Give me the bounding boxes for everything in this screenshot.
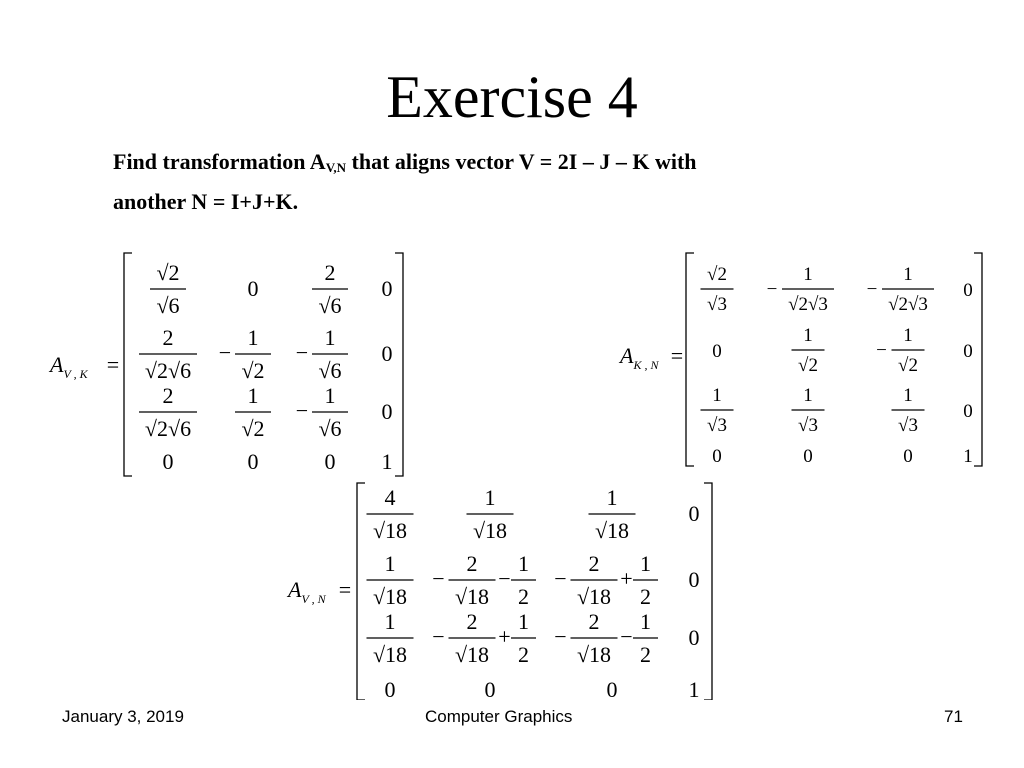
fraction-denominator: √18	[472, 518, 508, 543]
matrix-entry: 1	[963, 446, 973, 467]
matrix-cell	[150, 260, 186, 318]
fraction-numerator: 2	[162, 383, 174, 408]
matrix-entry: 0	[688, 625, 700, 650]
matrix-cell	[792, 385, 825, 436]
fraction-denominator: √18	[372, 642, 408, 667]
fraction-numerator: 2	[466, 551, 478, 576]
fraction-denominator: √2√3	[788, 294, 828, 315]
fraction-denominator: √2√3	[888, 294, 928, 315]
minus-sign: −	[432, 624, 445, 649]
matrix-cell	[432, 551, 536, 609]
matrix-cell	[296, 383, 348, 441]
fraction-numerator: 1	[247, 325, 259, 350]
matrix-label: $A_{K , N}$	[620, 343, 659, 372]
minus-sign: −	[432, 566, 445, 591]
matrix-entry: 0	[606, 677, 618, 700]
matrix-entry: 0	[903, 446, 913, 467]
matrix-cell	[892, 385, 925, 436]
fraction-numerator: 2	[588, 609, 600, 634]
fraction-denominator: √2	[241, 416, 265, 441]
matrix-cell	[554, 551, 658, 609]
matrix-entry: 0	[688, 567, 700, 592]
operator-sign: −	[498, 566, 511, 591]
fraction-denominator: √3	[898, 415, 918, 436]
matrix-entry: 0	[963, 280, 973, 301]
matrix-entry: 0	[484, 677, 496, 700]
fraction-numerator: 1	[640, 609, 651, 634]
fraction-numerator: 1	[324, 325, 336, 350]
matrix-cell	[485, 677, 496, 700]
matrix-entry: 0	[381, 399, 393, 424]
fraction-numerator: 1	[903, 385, 913, 406]
matrix-entry: 0	[162, 449, 174, 474]
matrix-cell	[712, 446, 722, 467]
slide-title: Exercise 4	[386, 64, 638, 130]
fraction-numerator: 1	[803, 264, 813, 285]
fraction-denominator: √18	[594, 518, 630, 543]
fraction-numerator: √2	[156, 260, 180, 285]
fraction-denominator: 2	[640, 584, 651, 609]
matrix-cell	[139, 325, 197, 383]
matrix-cell	[382, 399, 393, 424]
matrix-cell	[589, 485, 636, 543]
matrix-cell	[382, 449, 393, 474]
matrix-cell	[554, 609, 658, 667]
minus-sign: −	[218, 340, 232, 365]
fraction-numerator: 1	[903, 264, 913, 285]
matrix-cell	[963, 446, 973, 467]
matrix-entry: 0	[712, 341, 722, 362]
matrix-entry: 0	[324, 449, 336, 474]
fraction-numerator: 1	[803, 325, 813, 346]
matrix-entry: 0	[963, 341, 973, 362]
matrix-cell	[467, 485, 514, 543]
matrix-cell	[235, 383, 271, 441]
matrix-cell	[701, 264, 734, 315]
fraction-numerator: 1	[247, 383, 259, 408]
matrix-entry: 1	[688, 677, 700, 700]
fraction-denominator: √6	[318, 358, 342, 383]
matrix-cell	[385, 677, 396, 700]
problem-line1-pre: Find transformation A	[113, 149, 326, 174]
matrix-cell	[689, 625, 700, 650]
matrix-label-subscript: V , N	[301, 592, 326, 606]
matrix-label: $A_{V , N}$	[288, 577, 326, 606]
equals-sign: =	[106, 352, 120, 377]
fraction-denominator: 2	[518, 584, 529, 609]
matrix-a-vk	[48, 253, 403, 476]
matrix-entry: 1	[381, 449, 393, 474]
matrix-cell	[689, 567, 700, 592]
matrix-entry: 0	[381, 341, 393, 366]
problem-line1-post: that aligns vector V = 2I – J – K with	[346, 149, 697, 174]
matrix-entry: 0	[963, 401, 973, 422]
fraction-numerator: 2	[162, 325, 174, 350]
matrix-entry: 0	[247, 276, 259, 301]
equals-sign: =	[670, 343, 684, 368]
matrix-cell	[867, 264, 934, 315]
matrix-cell	[963, 401, 973, 422]
matrix-cell	[803, 446, 813, 467]
fraction-denominator: √2	[241, 358, 265, 383]
matrix-cell	[712, 341, 722, 362]
fraction-numerator: 2	[466, 609, 478, 634]
fraction-denominator: √3	[707, 294, 727, 315]
equals-sign: =	[338, 577, 352, 602]
fraction-denominator: √18	[576, 584, 612, 609]
fraction-numerator: 1	[484, 485, 496, 510]
fraction-denominator: √6	[318, 293, 342, 318]
minus-sign: −	[766, 279, 778, 300]
footer-page-number: 71	[944, 707, 963, 726]
fraction-denominator: √3	[707, 415, 727, 436]
footer-course: Computer Graphics	[425, 707, 573, 726]
matrix-cell	[689, 501, 700, 526]
fraction-denominator: √6	[156, 293, 180, 318]
matrix-cell	[325, 449, 336, 474]
matrix-entry: 0	[381, 276, 393, 301]
matrix-cell	[432, 609, 536, 667]
matrix-label-subscript: K , N	[633, 358, 659, 372]
right-bracket	[974, 253, 982, 466]
fraction-denominator: √18	[454, 584, 490, 609]
matrix-a-kn	[618, 253, 982, 467]
matrix-cell	[876, 325, 924, 376]
minus-sign: −	[295, 398, 309, 423]
fraction-denominator: √6	[318, 416, 342, 441]
matrix-cell	[767, 264, 834, 315]
operator-sign: +	[498, 624, 511, 649]
left-bracket	[124, 253, 132, 476]
fraction-numerator: 1	[518, 551, 529, 576]
fraction-numerator: 1	[384, 609, 396, 634]
fraction-denominator: √2√6	[144, 416, 192, 441]
fraction-numerator: 1	[324, 383, 336, 408]
matrix-cell	[219, 325, 271, 383]
matrix-cell	[248, 276, 259, 301]
fraction-numerator: 2	[324, 260, 336, 285]
fraction-numerator: 1	[640, 551, 651, 576]
minus-sign: −	[554, 624, 567, 649]
fraction-numerator: 2	[588, 551, 600, 576]
matrix-cell	[139, 383, 197, 441]
matrix-label: $A_{V , K}$	[50, 352, 88, 381]
fraction-denominator: √2	[898, 355, 918, 376]
fraction-denominator: 2	[518, 642, 529, 667]
matrix-cell	[312, 260, 348, 318]
fraction-numerator: 1	[606, 485, 618, 510]
problem-subscript: V,N	[325, 160, 347, 175]
matrix-cell	[607, 677, 618, 700]
matrix-cell	[367, 609, 414, 667]
right-bracket	[395, 253, 403, 476]
matrix-entry: 0	[688, 501, 700, 526]
operator-sign: −	[620, 624, 633, 649]
right-bracket	[704, 483, 712, 700]
fraction-denominator: √18	[454, 642, 490, 667]
matrix-cell	[963, 341, 973, 362]
footer-date: January 3, 2019	[62, 707, 184, 726]
matrix-cell	[248, 449, 259, 474]
fraction-numerator: 1	[803, 385, 813, 406]
matrix-entry: 0	[712, 446, 722, 467]
minus-sign: −	[866, 279, 878, 300]
matrix-cell	[163, 449, 174, 474]
fraction-numerator: 1	[518, 609, 529, 634]
matrix-cell	[296, 325, 348, 383]
fraction-denominator: √2	[798, 355, 818, 376]
matrix-cell	[367, 485, 414, 543]
matrix-cell	[792, 325, 825, 376]
minus-sign: −	[876, 340, 887, 361]
fraction-denominator: √18	[372, 518, 408, 543]
matrix-cell	[382, 276, 393, 301]
matrix-cell	[689, 677, 700, 700]
matrix-cell	[963, 280, 973, 301]
fraction-numerator: 1	[712, 385, 722, 406]
fraction-denominator: √18	[372, 584, 408, 609]
matrix-a-vn	[286, 483, 712, 700]
matrix-cell	[367, 551, 414, 609]
matrix-cell	[903, 446, 913, 467]
fraction-denominator: 2	[640, 642, 651, 667]
fraction-denominator: √18	[576, 642, 612, 667]
problem-line-2: another N = I+J+K.	[113, 189, 299, 214]
fraction-numerator: √2	[707, 264, 727, 285]
minus-sign: −	[554, 566, 567, 591]
matrix-entry: 0	[247, 449, 259, 474]
fraction-numerator: 1	[384, 551, 396, 576]
operator-sign: +	[620, 566, 633, 591]
fraction-numerator: 4	[384, 485, 396, 510]
matrix-entry: 0	[384, 677, 396, 700]
minus-sign: −	[295, 340, 309, 365]
fraction-numerator: 1	[903, 325, 913, 346]
matrix-label-subscript: V , K	[63, 367, 88, 381]
matrix-entry: 0	[803, 446, 813, 467]
fraction-denominator: √3	[798, 415, 818, 436]
left-bracket	[686, 253, 694, 466]
matrix-cell	[382, 341, 393, 366]
matrix-cell	[701, 385, 734, 436]
left-bracket	[357, 483, 365, 700]
fraction-denominator: √2√6	[144, 358, 192, 383]
